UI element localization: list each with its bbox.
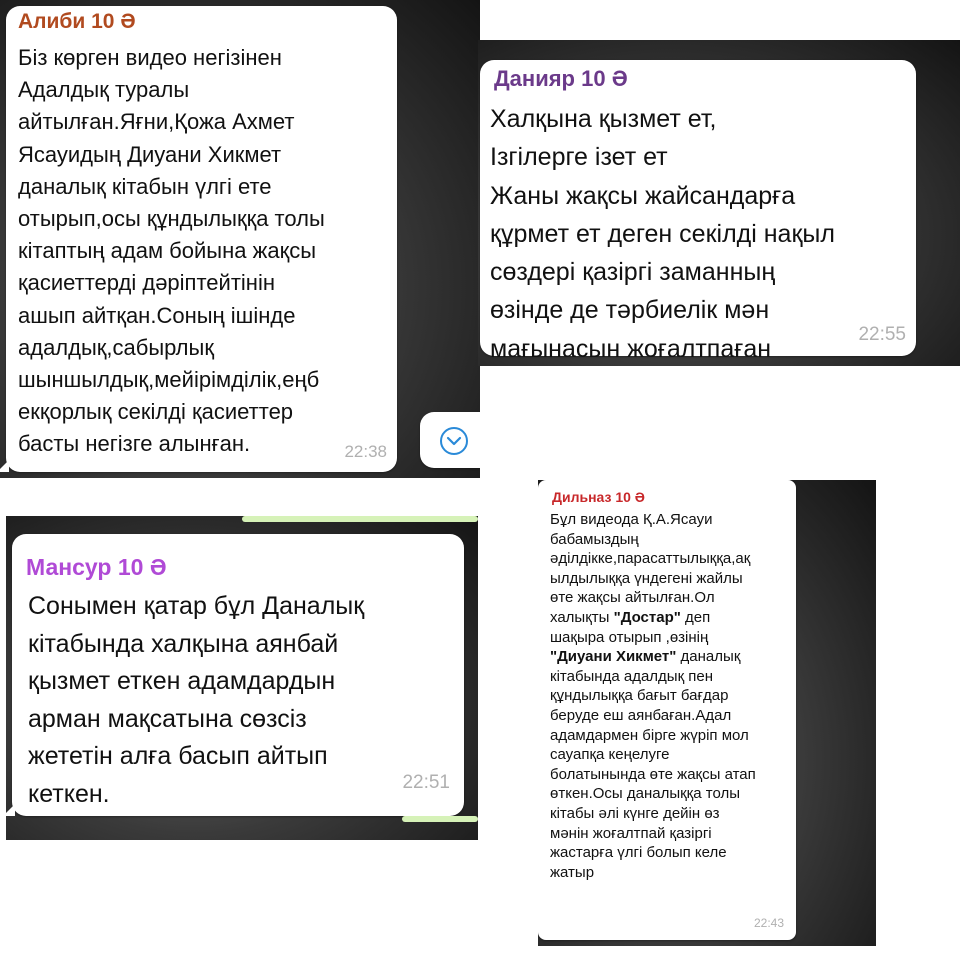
chat-screenshot-dilnaz [538, 480, 876, 946]
message-text-part: даналық кітабында адалдық пен құндылыққа бағыт бағдар беруде еш аянбаған.Адал адамдармен бірге жүріп мол сауапқа кеңелуге болатынында өте жақсы атап өткен.Осы даналыққа толы кітабы әлі күнге дейін өз мәнін жоғалтпай қазіргі жастарға үлгі болып келе жатыр [550, 648, 756, 881]
message-text-part: деп шақыра отырып ,өзінің [550, 608, 711, 646]
sender-name[interactable]: Алиби 10 Ә [18, 10, 136, 33]
message-text-part: Бұл видеода Қ.А.Ясауи бабамыздың әділдікке,парасаттылыққа,ақ ылдылыққа үндегені жайлы өте жақсы айтылған.Ол халықты [550, 511, 751, 626]
chevron-down-circle-icon [439, 426, 469, 456]
message-text [550, 510, 756, 882]
chat-screenshot-alibi [0, 0, 480, 478]
message-text: Халқына қызмет ет, Ізгілерге ізет ет Жаны жақсы жайсандарға құрмет ет деген секілді нақыл сөздері қазіргі заманның өзінде де тәрбиелік мән мағынасын жоғалтпаған [490, 105, 835, 363]
message-bubble[interactable] [480, 60, 916, 363]
bold-term-diuani-hikmet: "Диуани Хикмет" [550, 648, 677, 666]
message-bubble[interactable] [12, 534, 464, 816]
message-time: 22:38 [344, 442, 387, 461]
chat-screenshot-daniyar [478, 40, 960, 366]
sender-name[interactable]: Данияр 10 Ә [494, 66, 628, 91]
message-bubble[interactable] [6, 6, 397, 472]
message-time: 22:55 [858, 324, 906, 345]
chat-screenshot-mansur [6, 516, 478, 840]
bubble-tail [0, 460, 9, 472]
outgoing-bubble-edge [242, 516, 478, 522]
message-bubble[interactable] [538, 480, 796, 940]
message-text: Сонымен қатар бұл Даналық кітабында халқына аянбай қызмет еткен адамдардын арман мақсатына сөзсіз жететін алға басып айтып кеткен. [28, 592, 365, 808]
outgoing-bubble-edge [402, 816, 478, 822]
message-time: 22:43 [753, 916, 784, 930]
sender-name[interactable]: Дильназ 10 Ә [552, 489, 645, 505]
bubble-tail [6, 804, 15, 816]
bold-term-dostar: "Достар" [613, 608, 681, 626]
scroll-to-bottom-button[interactable] [420, 412, 480, 468]
message-text: Біз көрген видео негізінен Адалдық туралы айтылған.Яғни,Қожа Ахмет Ясауидың Диуани Хикмет даналық кітабын үлгі ете отырып,осы құндылыққа толы кітаптың адам бойына жақсы қасиеттерді дәріптейтінін ашып айтқан.Соның ішінде адалдық,сабырлық шыншылдық,мейірімділік,еңб екқорлық секілді қасиеттер басты негізге алынған. [18, 45, 325, 457]
sender-name[interactable]: Мансур 10 Ә [26, 554, 167, 580]
message-time: 22:51 [402, 772, 450, 793]
